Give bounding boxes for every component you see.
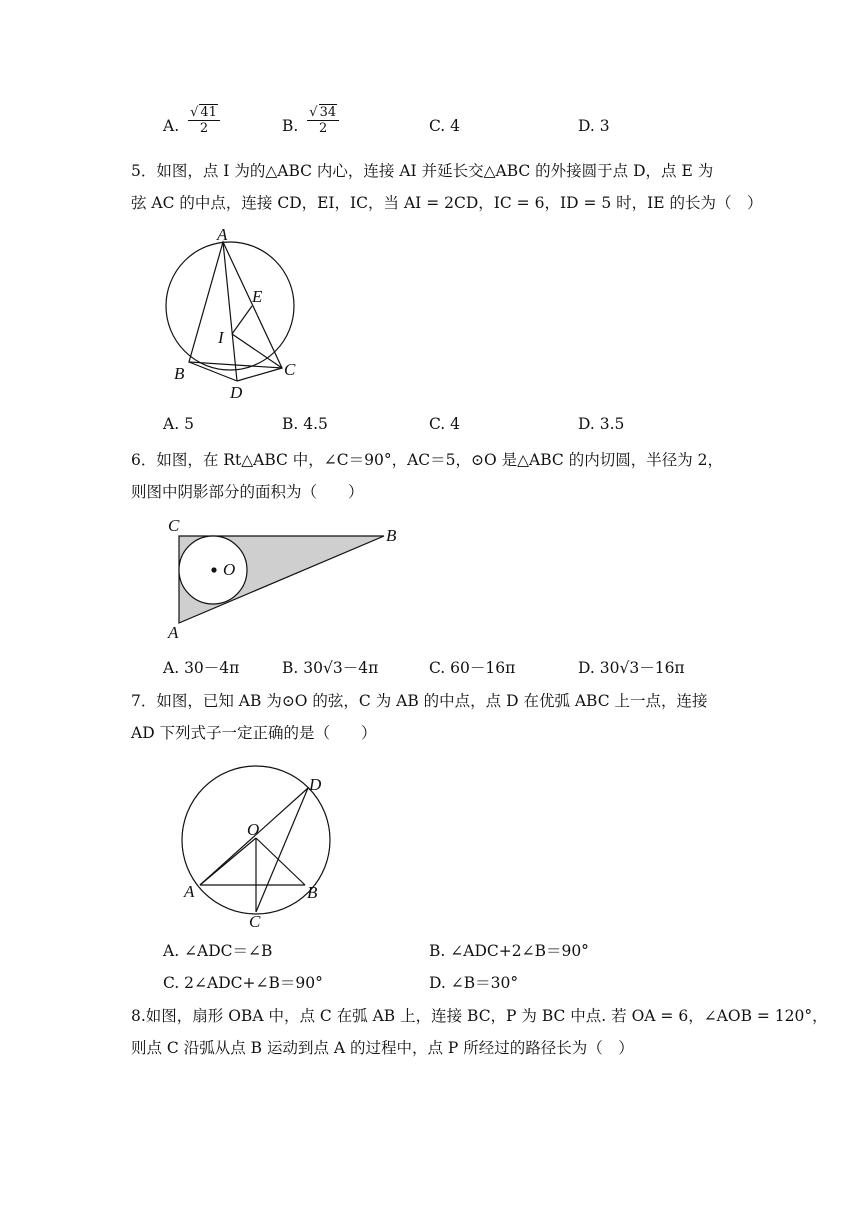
q7-stem-line1 [131, 690, 708, 712]
q7-option-b [429, 940, 589, 962]
option-value: 3 [599, 117, 610, 135]
option-letter: D. [578, 659, 595, 677]
q5-figure [150, 222, 350, 404]
q4-option-a [163, 105, 220, 137]
option-value: 4.5 [303, 415, 328, 433]
q7-stem-line2 [131, 722, 377, 744]
question-text: 如图，扇形 OBA 中，点 C 在弧 AB 上，连接 BC，P 为 BC 中点. 若 OA = 6，∠AOB = 120°， [145, 1007, 828, 1025]
q6-label-a: A [168, 623, 179, 642]
option-letter: B. [282, 659, 299, 677]
q7-option-d [429, 972, 518, 994]
option-value: ∠ADC+2∠B＝90° [450, 942, 589, 960]
option-value: 30√3－4π [303, 659, 379, 677]
option-letter: D. [429, 974, 446, 992]
q5-stem-line1 [131, 160, 713, 182]
q6-option-d [578, 657, 685, 679]
q4-option-c [429, 115, 460, 137]
question-text: 则点 C 沿弧从点 B 运动到点 A 的过程中，点 P 所经过的路径长为（ ） [131, 1039, 634, 1057]
option-letter: C. [429, 117, 446, 135]
option-letter: B. [429, 942, 446, 960]
option-value: 4 [450, 415, 461, 433]
option-letter: B. [282, 117, 299, 135]
denominator: 2 [319, 121, 328, 136]
question-text: 如图，已知 AB 为⊙O 的弦，C 为 AB 的中点，点 D 在优弧 ABC 上一点，连接 [156, 692, 708, 710]
option-letter: D. [578, 415, 595, 433]
q6-label-b: B [386, 526, 397, 545]
q5-label-d: D [230, 383, 243, 402]
q5-option-a [163, 413, 194, 435]
q7-option-c [163, 972, 323, 994]
q5-stem-line2 [131, 192, 763, 214]
q4-option-b [282, 105, 339, 137]
q4-option-b-fraction: $\frac{√ 34}{2}$ [307, 104, 339, 136]
q8-stem-line2 [131, 1037, 634, 1059]
option-letter: A. [163, 659, 180, 677]
option-value: 4 [450, 117, 461, 135]
option-value: 30√3－16π [599, 659, 685, 677]
option-value: ∠ADC＝∠B [184, 942, 273, 960]
q4-option-d [578, 115, 610, 137]
question-text: 如图，点 I 为的△ABC 内心，连接 AI 并延长交△ABC 的外接圆于点 D，点 E 为 [156, 162, 714, 180]
question-number: 7． [131, 692, 157, 710]
q5-option-c [429, 413, 460, 435]
denominator: 2 [199, 121, 209, 136]
q6-option-a [163, 657, 239, 679]
q5-label-a: A [217, 225, 228, 244]
question-number: 5． [131, 162, 157, 180]
q6-option-b [282, 657, 378, 679]
q5-label-i: I [218, 328, 224, 347]
q7-figure [170, 760, 340, 935]
question-text: 弦 AC 的中点，连接 CD，EI，IC，当 AI = 2CD，IC = 6，ID = 5 时，IE 的长为（ ） [131, 194, 763, 212]
q6-label-o: O [223, 560, 236, 579]
option-value: ∠B＝30° [450, 974, 519, 992]
q7-label-c: C [249, 912, 261, 931]
q6-figure [160, 512, 410, 642]
option-letter: C. [163, 974, 180, 992]
option-value: 60－16π [450, 659, 516, 677]
option-value: 3.5 [599, 415, 625, 433]
option-letter: A. [163, 942, 180, 960]
q7-label-o: O [247, 820, 260, 839]
q5-label-c: C [284, 360, 296, 379]
q6-stem-line2 [131, 481, 364, 503]
option-letter: D. [578, 117, 595, 135]
q4-option-a-fraction: $\frac{√ 41}{2}$ [188, 104, 220, 136]
q7-option-a [163, 940, 272, 962]
question-number: 6． [131, 451, 157, 469]
question-text: 如图，在 Rt△ABC 中，∠C＝90°，AC＝5，⊙O 是△ABC 的内切圆，半径为 2， [156, 451, 724, 469]
q5-label-e: E [252, 287, 263, 306]
question-text: AD 下列式子一定正确的是（ ） [131, 724, 377, 742]
q6-stem-line1 [131, 449, 723, 471]
q5-option-d [578, 413, 624, 435]
option-letter: C. [429, 415, 446, 433]
q6-option-c [429, 657, 515, 679]
q6-label-c: C [168, 516, 180, 535]
q7-label-b: B [307, 883, 318, 902]
option-value: 30－4π [184, 659, 240, 677]
option-value: 5 [184, 415, 194, 433]
numerator: 41 [200, 105, 217, 120]
option-letter: C. [429, 659, 446, 677]
option-letter: A. [163, 117, 180, 135]
q7-label-d: D [309, 775, 322, 794]
numerator: 34 [319, 105, 337, 120]
q5-label-b: B [174, 364, 185, 383]
option-value: 2∠ADC+∠B＝90° [184, 974, 323, 992]
option-letter: A. [163, 415, 180, 433]
q5-option-b [282, 413, 328, 435]
question-text: 则图中阴影部分的面积为（ ） [131, 483, 364, 501]
q8-stem-line1 [131, 1005, 828, 1027]
question-number: 8. [131, 1007, 146, 1025]
option-letter: B. [282, 415, 299, 433]
q7-label-a: A [184, 882, 195, 901]
